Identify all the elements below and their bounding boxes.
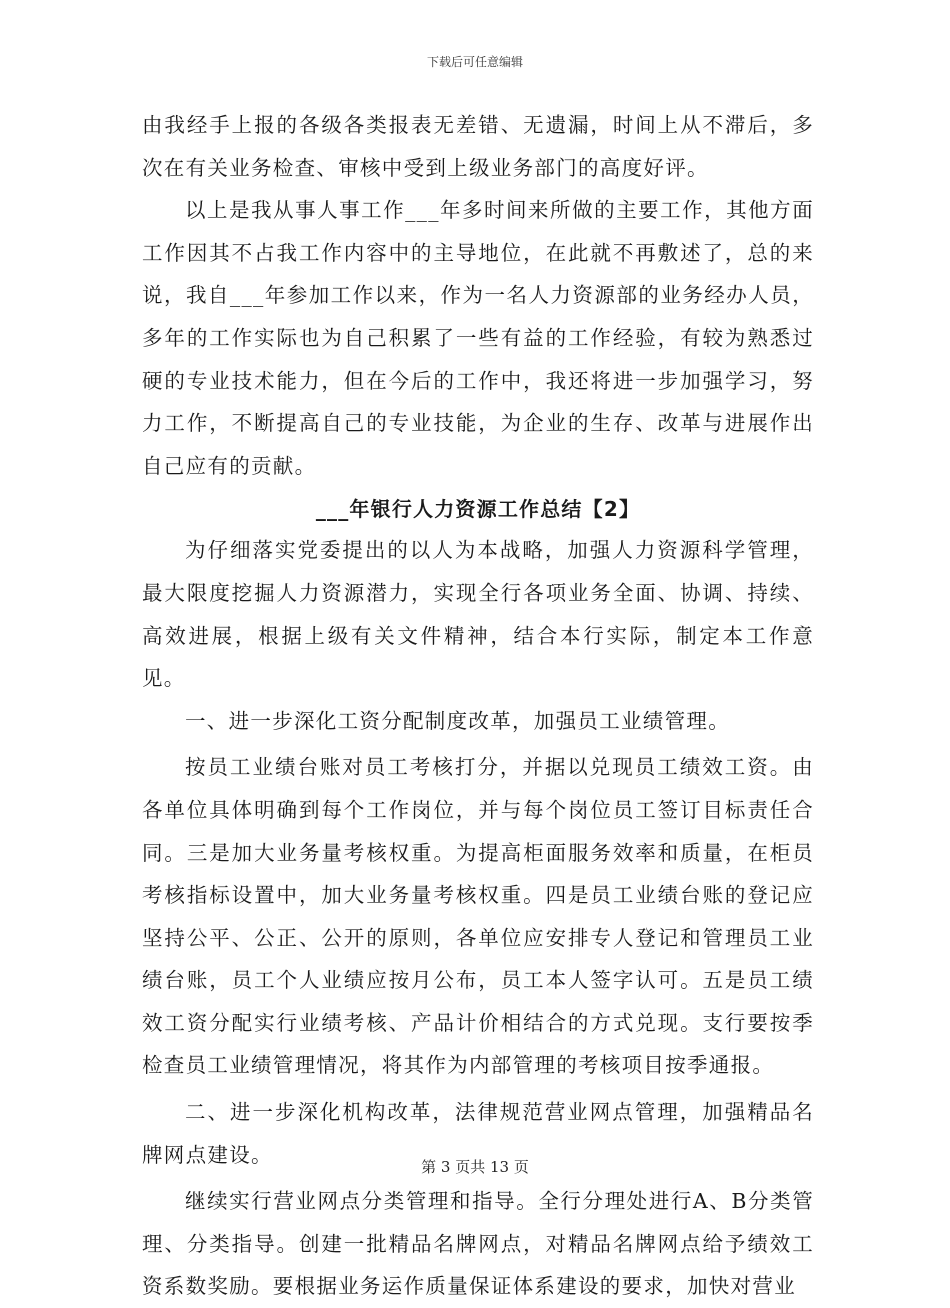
paragraph-intro: 为仔细落实党委提出的以人为本战略，加强人力资源科学管理，最大限度挖掘人力资源潜力，实现全行各项业务全面、协调、持续、高效进展，根据上级有关文件精神，结合本行实际，制定本工作意见。 [142,538,814,691]
page-header-note: 下载后可任意编辑 [426,55,523,69]
paragraph-heading-one: 一、进一步深化工资分配制度改革，加强员工业绩管理。 [185,708,730,733]
document-body [142,104,814,1308]
paragraph-continued: 由我经手上报的各级各类报表无差错、无遗漏，时间上从不滞后，多次在有关业务检查、审核中受到上级业务部门的高度好评。 [142,113,814,180]
section-title: ___年银行人力资源工作总结【2】 [315,497,641,522]
paragraph-branches: 继续实行营业网点分类管理和指导。全行分理处进行A、B分类管理、分类指导。创建一批精品名牌网点，对精品名牌网点给予绩效工资系数奖励。要根据业务运作质量保证体系建设的要求，加快对营业 [142,1189,814,1299]
paragraph-performance: 按员工业绩台账对员工考核打分，并据以兑现员工绩效工资。由各单位具体明确到每个工作岗位，并与每个岗位员工签订目标责任合同。三是加大业务量考核权重。为提高柜面服务效率和质量，在柜员考核指标设置中，加大业务量考核权重。四是员工业绩台账的登记应坚持公平、公正、公开的原则，各单位应安排专人登记和管理员工业绩台账，员工个人业绩应按月公布，员工本人签字认可。五是员工绩效工资分配实行业绩考核、产品计价相结合的方式兑现。支行要按季检查员工业绩管理情况，将其作为内部管理的考核项目按季通报。 [142,755,814,1078]
paragraph-summary: 以上是我从事人事工作___年多时间来所做的主要工作，其他方面工作因其不占我工作内容中的主导地位，在此就不再敷述了，总的来说，我自___年参加工作以来，作为一名人力资源部的业务经办人员，多年的工作实际也为自己积累了一些有益的工作经验，有较为熟悉过硬的专业技术能力，但在今后的工作中，我还将进一步加强学习，努力工作，不断提高自己的专业技能，为企业的生存、改革与进展作出自己应有的贡献。 [142,198,814,478]
paragraph-heading-two: 二、进一步深化机构改革，法律规范营业网点管理，加强精品名牌网点建设。 [142,1100,814,1167]
page-number: 第 3 页共 13 页 [421,1158,529,1176]
